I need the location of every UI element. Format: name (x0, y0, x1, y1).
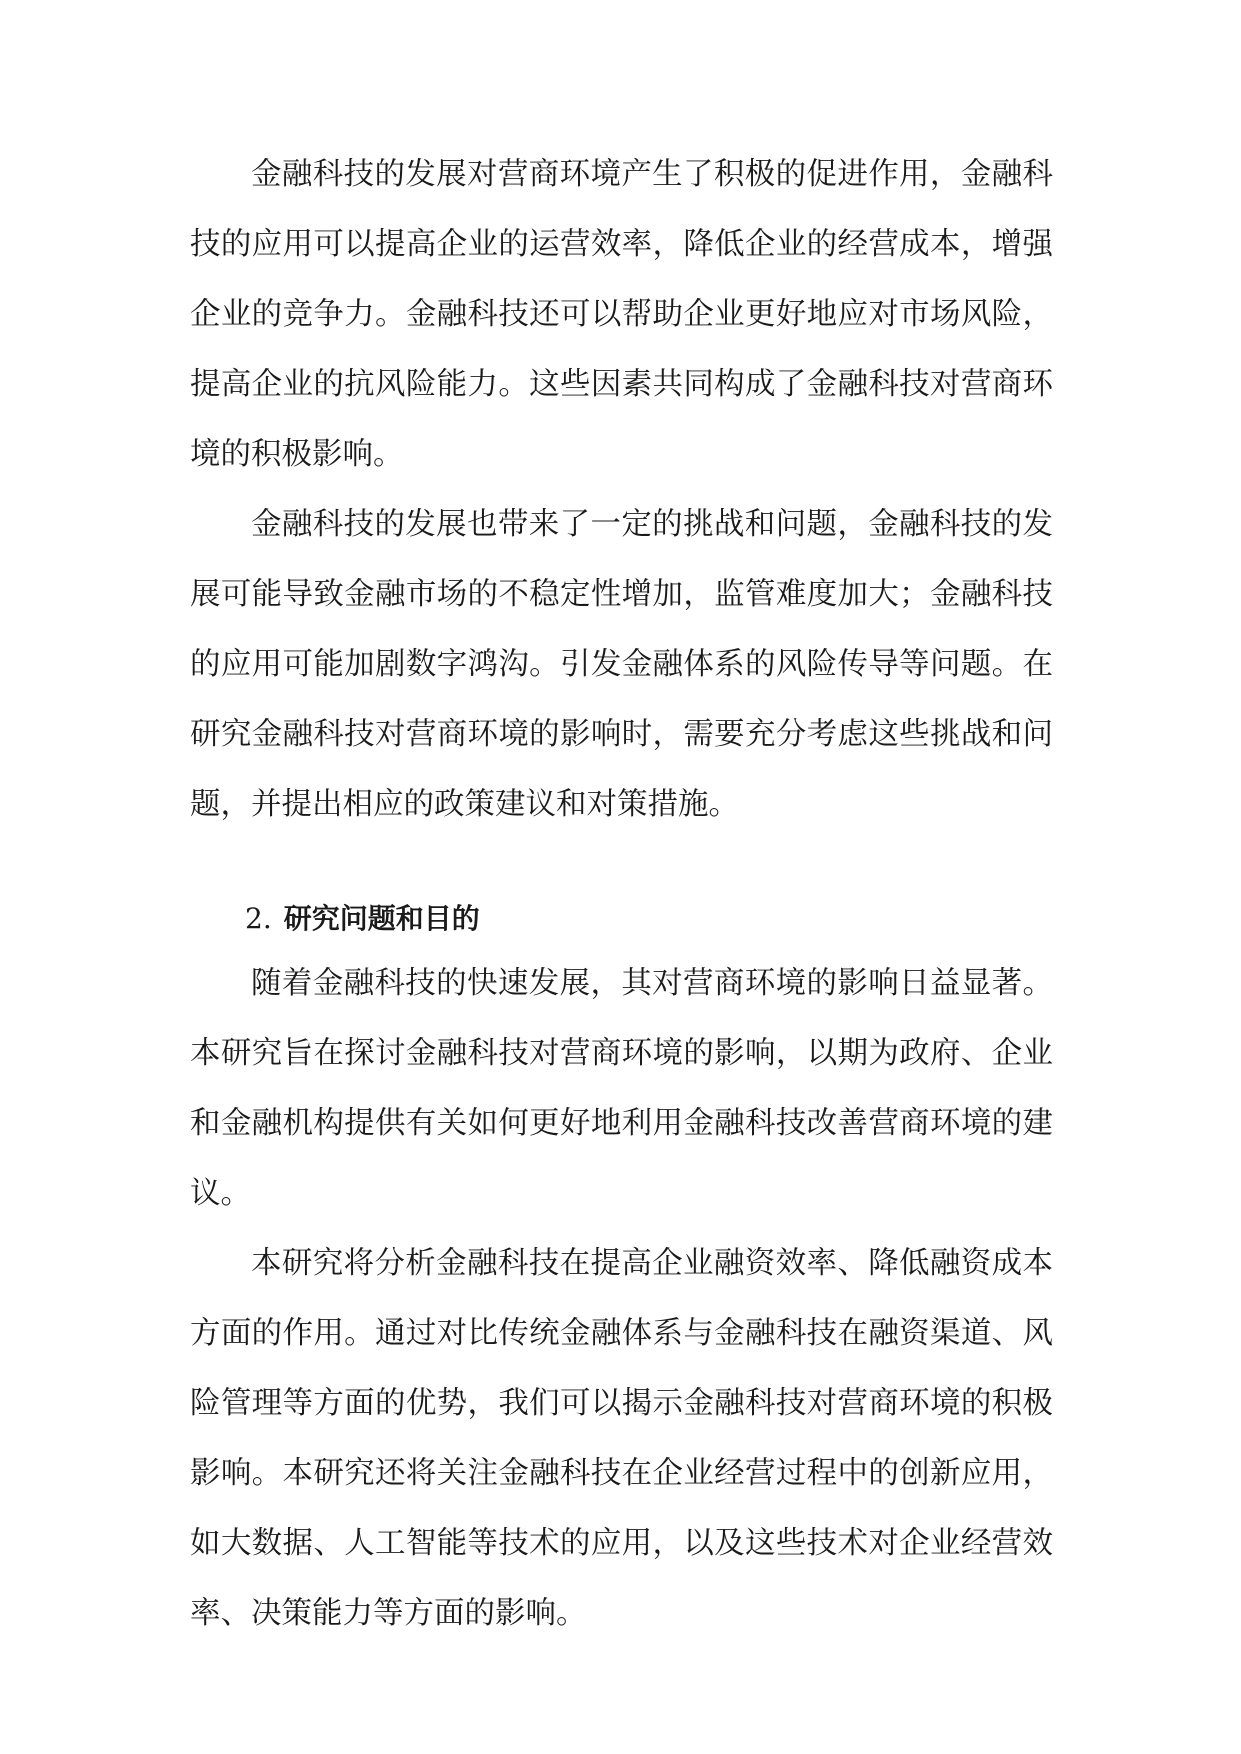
paragraph-1: 金融科技的发展对营商环境产生了积极的促进作用，金融科技的应用可以提高企业的运营效率，降低企业的经营成本，增强企业的竞争力。金融科技还可以帮助企业更好地应对市场风险，提高企业的抗风险能力。这些因素共同构成了金融科技对营商环境的积极影响。 (190, 157, 1053, 472)
section-title: 研究问题和目的 (283, 902, 480, 935)
paragraph-4: 本研究将分析金融科技在提高企业融资效率、降低融资成本方面的作用。通过对比传统金融体系与金融科技在融资渠道、风险管理等方面的优势，我们可以揭示金融科技对营商环境的积极影响。本研究还将关注金融科技在企业经营过程中的创新应用，如大数据、人工智能等技术的应用，以及这些技术对企业经营效率、决策能力等方面的影响。 (190, 1246, 1053, 1631)
section-heading (190, 889, 1053, 949)
section-number: 2. (245, 902, 272, 935)
document-body (190, 140, 1053, 1649)
paragraph-3: 随着金融科技的快速发展，其对营商环境的影响日益显著。本研究旨在探讨金融科技对营商环境的影响，以期为政府、企业和金融机构提供有关如何更好地利用金融科技改善营商环境的建议。 (190, 966, 1053, 1211)
paragraph-2: 金融科技的发展也带来了一定的挑战和问题，金融科技的发展可能导致金融市场的不稳定性增加，监管难度加大；金融科技的应用可能加剧数字鸿沟。引发金融体系的风险传导等问题。在研究金融科技对营商环境的影响时，需要充分考虑这些挑战和问题，并提出相应的政策建议和对策措施。 (190, 507, 1053, 822)
